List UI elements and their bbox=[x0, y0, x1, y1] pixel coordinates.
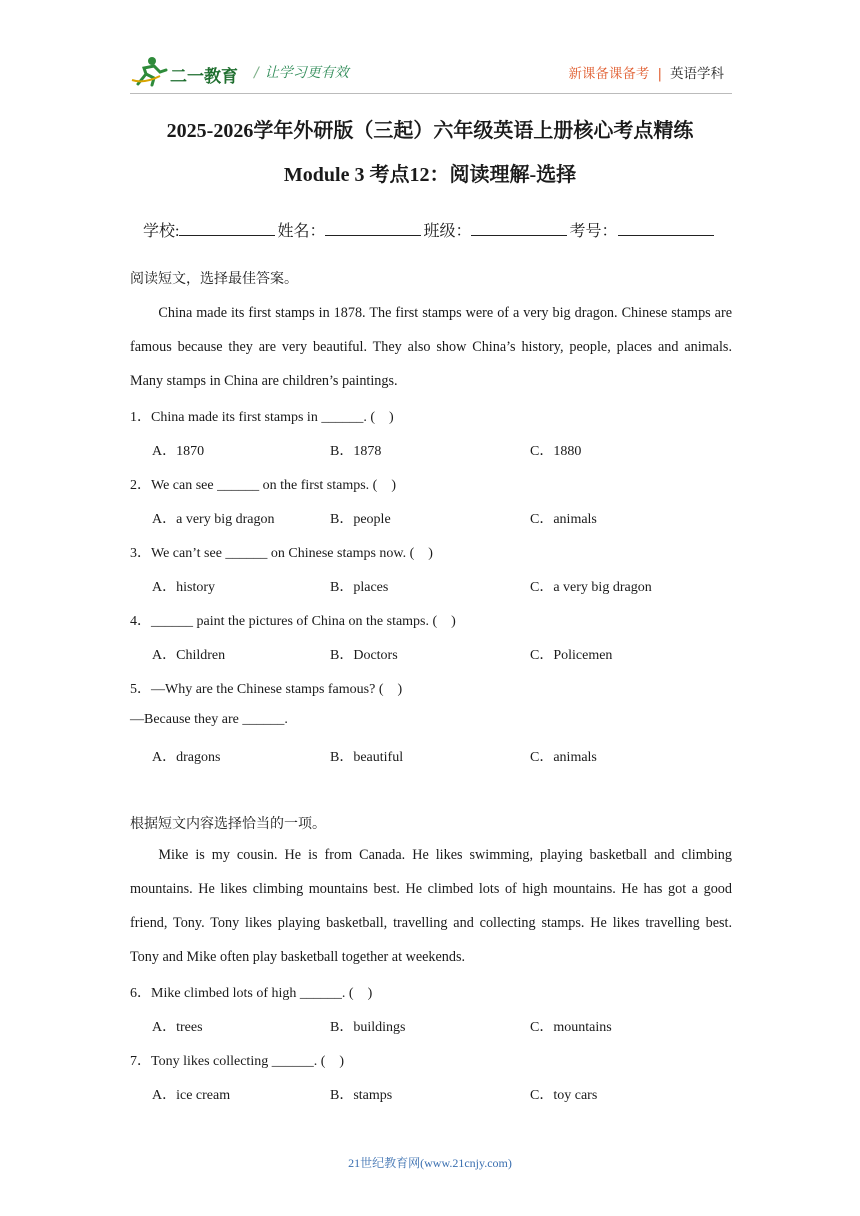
school-label: 学校: bbox=[143, 223, 180, 240]
option-2a[interactable]: A．a very big dragon bbox=[152, 512, 275, 527]
option-3b[interactable]: B．places bbox=[330, 580, 389, 595]
page-title: 2025-2026学年外研版（三起）六年级英语上册核心考点精练 bbox=[166, 120, 694, 142]
class-label: 班级： bbox=[423, 223, 472, 240]
question-4: 4．______ paint the pictures of China on the stamps. ( ) bbox=[130, 614, 456, 629]
option-4b[interactable]: B．Doctors bbox=[330, 648, 398, 663]
name-blank[interactable] bbox=[325, 221, 421, 236]
question-6: 6．Mike climbed lots of high ______. ( ) bbox=[130, 986, 373, 1001]
option-6c[interactable]: C．mountains bbox=[530, 1020, 612, 1035]
question-7: 7．Tony likes collecting ______. ( ) bbox=[130, 1054, 345, 1069]
header-exam: 新课备课备考 bbox=[568, 66, 650, 82]
option-4a[interactable]: A．Children bbox=[152, 648, 226, 663]
page-footer: 21世纪教育网(www.21cnjy.com) bbox=[348, 1156, 512, 1170]
header-divider bbox=[130, 93, 732, 94]
option-1a[interactable]: A．1870 bbox=[152, 444, 205, 459]
option-3a[interactable]: A．history bbox=[152, 580, 215, 595]
logo bbox=[130, 54, 240, 88]
section2-passage: Mike is my cousin. He is from Canada. He likes swimming, playing basketball and climbing mountains. He likes climbing mountains best. He climbed lots of high mountains. He has got a good friend, Tony. Tony likes playing basketball, travelling and collecting stamps. He likes travelling best. Tony and Mike often play basketball together at weekends. bbox=[130, 847, 732, 965]
option-1c[interactable]: C．1880 bbox=[530, 444, 582, 459]
student-info bbox=[143, 218, 716, 241]
option-1b[interactable]: B．1878 bbox=[330, 444, 382, 459]
page-header bbox=[130, 54, 732, 90]
option-5a[interactable]: A．dragons bbox=[152, 750, 221, 765]
option-3c[interactable]: C．a very big dragon bbox=[530, 580, 652, 595]
option-5b[interactable]: B．beautiful bbox=[330, 750, 404, 765]
option-6a[interactable]: A．trees bbox=[152, 1020, 203, 1035]
slogan: / 让学习更有效 bbox=[254, 65, 349, 81]
question-1: 1．China made its first stamps in ______. ( ) bbox=[130, 410, 394, 425]
header-subject: 英语学科 bbox=[670, 66, 724, 82]
question-5-answer-line: —Because they are ______. bbox=[130, 712, 288, 727]
section1-passage: China made its first stamps in 1878. The first stamps were of a very big dragon. Chinese stamps are famous because they are very beautiful. They also show China’s history, people, places and animals. Many stamps in China are children’s paintings. bbox=[130, 305, 732, 389]
option-7c[interactable]: C．toy cars bbox=[530, 1088, 598, 1103]
question-5: 5．—Why are the Chinese stamps famous? ( ) bbox=[130, 682, 403, 697]
name-label: 姓名： bbox=[277, 223, 326, 240]
option-5c[interactable]: C．animals bbox=[530, 750, 597, 765]
section1-instruction: 阅读短文，选择最佳答案。 bbox=[130, 272, 298, 287]
section2-instruction: 根据短文内容选择恰当的一项。 bbox=[130, 817, 326, 832]
school-blank[interactable] bbox=[179, 221, 275, 236]
page-subtitle: Module 3 考点12：阅读理解-选择 bbox=[283, 164, 577, 186]
class-blank[interactable] bbox=[471, 221, 567, 236]
question-3: 3．We can’t see ______ on Chinese stamps now. ( ) bbox=[130, 546, 433, 561]
header-right bbox=[568, 62, 724, 82]
number-blank[interactable] bbox=[618, 221, 714, 236]
option-7b[interactable]: B．stamps bbox=[330, 1088, 393, 1103]
header-separator: | bbox=[657, 66, 662, 82]
option-2c[interactable]: C．animals bbox=[530, 512, 597, 527]
option-2b[interactable]: B．people bbox=[330, 512, 391, 527]
logo-text: 二一教育 bbox=[170, 67, 238, 87]
option-4c[interactable]: C．Policemen bbox=[530, 648, 613, 663]
question-2: 2．We can see ______ on the first stamps. ( ) bbox=[130, 478, 396, 493]
option-7a[interactable]: A．ice cream bbox=[152, 1088, 231, 1103]
number-label: 考号： bbox=[569, 223, 618, 240]
slogan-text: 让学习更有效 bbox=[264, 65, 349, 81]
option-6b[interactable]: B．buildings bbox=[330, 1020, 406, 1035]
